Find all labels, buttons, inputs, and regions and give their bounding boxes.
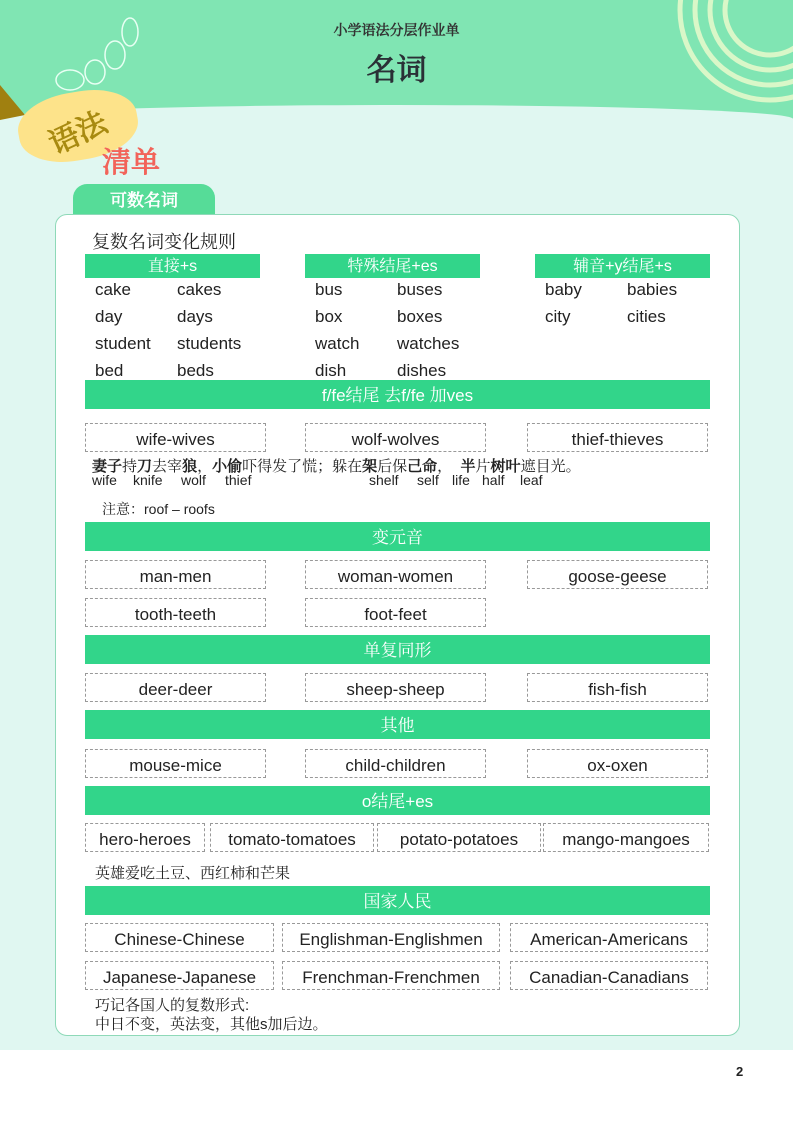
singular-word: day — [95, 307, 123, 326]
mnemonic-segment: 半 — [460, 458, 476, 475]
plural-pair: Englishman-Englishmen — [282, 923, 500, 952]
plural-pair: ox-oxen — [527, 749, 708, 778]
plural-pair: woman-women — [305, 560, 486, 589]
plural-word: babies — [627, 280, 678, 299]
worksheet-title: 名词 — [366, 54, 427, 87]
plural-pair: fish-fish — [527, 673, 708, 702]
mnemonic-word: leaf — [520, 472, 543, 488]
plural-word: dishes — [397, 361, 447, 380]
singular-word: bus — [315, 280, 343, 299]
mnemonic-sentence — [92, 455, 581, 476]
tab-countable-nouns[interactable]: 可数名词 — [73, 184, 215, 218]
plural-pair: child-children — [305, 749, 486, 778]
mnemonic-word: half — [482, 472, 505, 488]
plural-word: buses — [397, 280, 443, 299]
rule-header: 辅音+y结尾+s — [535, 254, 710, 278]
plural-pair: Canadian-Canadians — [510, 961, 708, 990]
mnemonic-word: knife — [133, 472, 163, 488]
mnemonic-segment: 后保 — [377, 458, 408, 475]
mnemonic-segment: 妻子 — [92, 458, 123, 475]
plural-word: boxes — [397, 307, 443, 326]
plural-word: students — [177, 334, 242, 353]
plural-pair: Japanese-Japanese — [85, 961, 274, 990]
plural-pair: potato-potatoes — [377, 823, 541, 852]
mnemonic-segment: 架 — [362, 458, 378, 475]
mnemonic-segment: 片 — [475, 458, 491, 475]
mnemonic-word: self — [417, 472, 439, 488]
plural-pair: wolf-wolves — [305, 423, 486, 452]
mnemonic-segment: 狼 — [182, 458, 198, 475]
plural-word: watches — [397, 334, 460, 353]
mnemonic-segment: 去宰 — [152, 458, 183, 475]
badge-text: 语法 — [44, 105, 113, 162]
plural-word: beds — [177, 361, 214, 380]
section-header: 单复同形 — [85, 635, 710, 664]
section-header: f/fe结尾 去f/fe 加ves — [85, 380, 710, 409]
section-header: o结尾+es — [85, 786, 710, 815]
mnemonic-word: thief — [225, 472, 252, 488]
singular-word: dish — [315, 361, 347, 380]
rules-title: 复数名词变化规则 — [92, 232, 236, 252]
plural-pair: sheep-sheep — [305, 673, 486, 702]
plural-pair: man-men — [85, 560, 266, 589]
singular-word: cake — [95, 280, 131, 299]
plural-pair: Frenchman-Frenchmen — [282, 961, 500, 990]
plural-pair: wife-wives — [85, 423, 266, 452]
rule-header: 直接+s — [85, 254, 260, 278]
mnemonic-segment: 持 — [122, 458, 138, 475]
mnemonic-segment: ， — [197, 458, 213, 475]
mnemonic-word: wife — [92, 472, 117, 488]
section-header: 国家人民 — [85, 886, 710, 915]
singular-word: city — [545, 307, 571, 326]
plural-pair: goose-geese — [527, 560, 708, 589]
plural-word: cities — [627, 307, 666, 326]
plural-word: cakes — [177, 280, 222, 299]
mnemonic-segment: 树叶 — [490, 458, 521, 475]
singular-word: student — [95, 334, 151, 353]
decorative-fan-icon — [0, 85, 25, 120]
plural-pair: thief-thieves — [527, 423, 708, 452]
attention-note: 注意：roof – roofs — [102, 501, 215, 517]
singular-word: bed — [95, 361, 124, 380]
mnemonic-segment: ， — [437, 458, 461, 475]
mnemonic-segment: 己命 — [407, 458, 438, 475]
nation-note-2: 中日不变，英法变，其他s加后边。 — [95, 1016, 328, 1033]
mnemonic-word: shelf — [369, 472, 399, 488]
section-header: 其他 — [85, 710, 710, 739]
nation-note-1: 巧记各国人的复数形式: — [95, 997, 250, 1014]
mnemonic-segment: 小偷 — [212, 458, 243, 475]
mnemonic-word: wolf — [181, 472, 206, 488]
singular-word: watch — [315, 334, 360, 353]
rule-header: 特殊结尾+es — [305, 254, 480, 278]
plural-pair: tooth-teeth — [85, 598, 266, 627]
plural-pair: mango-mangoes — [543, 823, 709, 852]
plural-pair: Chinese-Chinese — [85, 923, 274, 952]
plural-pair: foot-feet — [305, 598, 486, 627]
plural-pair: hero-heroes — [85, 823, 205, 852]
list-heading: 清单 — [102, 147, 161, 179]
mnemonic-segment: 吓得发了慌；躲在 — [242, 458, 363, 475]
mnemonic-segment: 遮目光。 — [520, 458, 581, 475]
plural-pair: tomato-tomatoes — [210, 823, 374, 852]
section-header: 变元音 — [85, 522, 710, 551]
page-number: 2 — [736, 1064, 744, 1079]
worksheet-subtitle: 小学语法分层作业单 — [333, 22, 460, 38]
plural-pair: American-Americans — [510, 923, 708, 952]
mnemonic-segment: 刀 — [137, 458, 153, 475]
plural-word: days — [177, 307, 213, 326]
plural-pair: deer-deer — [85, 673, 266, 702]
singular-word: box — [315, 307, 343, 326]
singular-word: baby — [545, 280, 582, 299]
o-ending-note: 英雄爱吃土豆、西红柿和芒果 — [95, 865, 291, 882]
mnemonic-word: life — [452, 472, 470, 488]
plural-pair: mouse-mice — [85, 749, 266, 778]
